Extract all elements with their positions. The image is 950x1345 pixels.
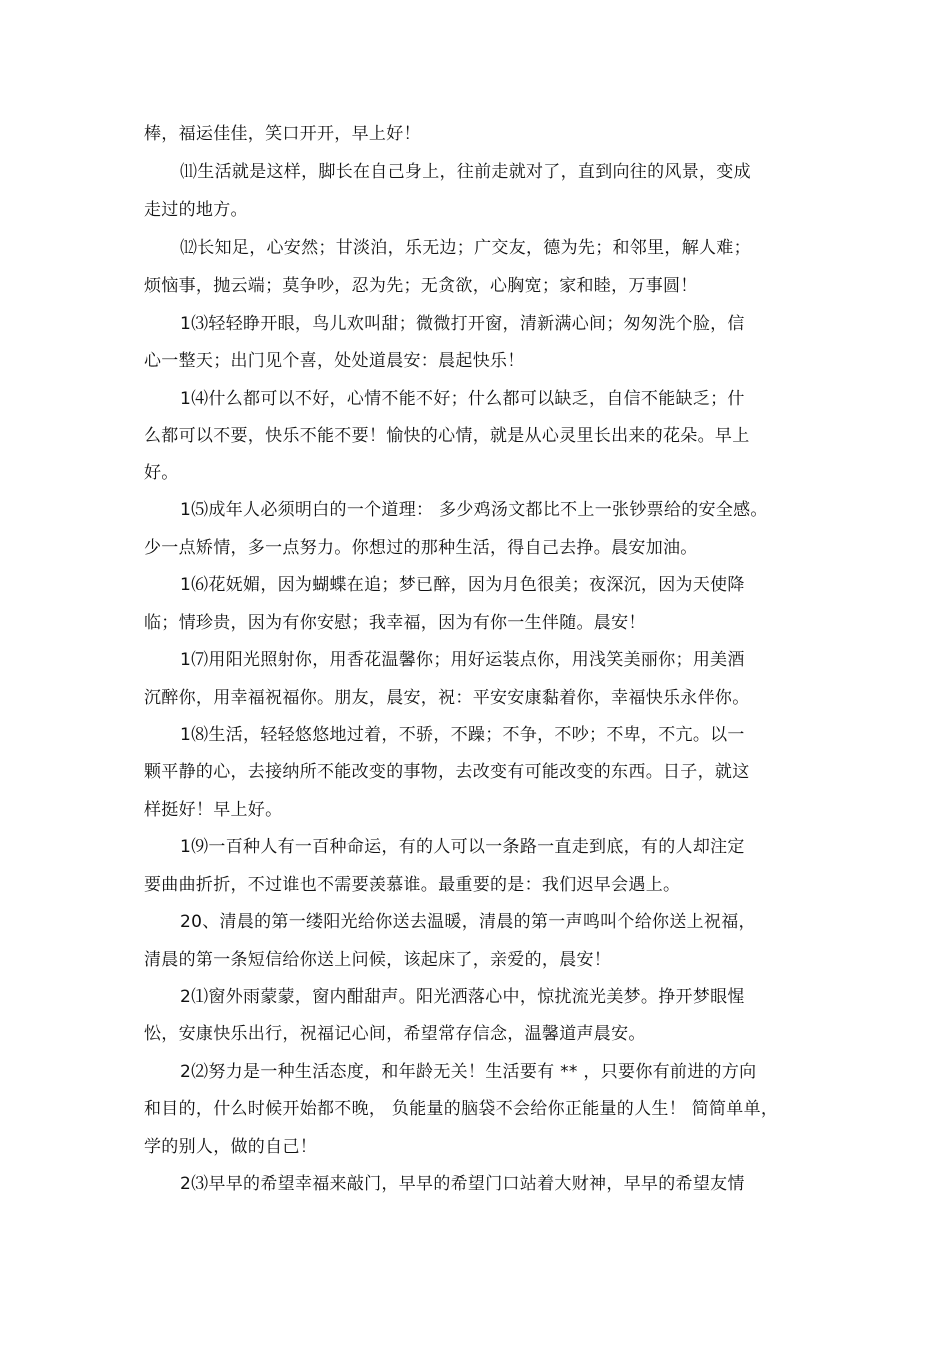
- text-line: 清晨的第一条短信给你送上问候，该起床了，亲爱的，晨安！: [144, 950, 612, 970]
- text-line: 棒，福运佳佳，笑口开开，早上好！: [144, 124, 421, 144]
- text-line: 好。: [144, 463, 179, 483]
- text-line: 1⑺用阳光照射你，用香花温馨你；用好运装点你，用浅笑美丽你；用美酒: [180, 650, 745, 670]
- text-line: 颗平静的心，去接纳所不能改变的事物，去改变有可能改变的东西。日子，就这: [144, 762, 750, 782]
- text-line: 1⑹花妩媚，因为蝴蝶在追；梦已醉，因为月色很美；夜深沉，因为天使降: [180, 575, 745, 595]
- text-line: 学的别人，做的自己！: [144, 1137, 317, 1157]
- text-line: 1⑷什么都可以不好，心情不能不好；什么都可以缺乏，自信不能缺乏；什: [180, 389, 745, 409]
- text-line: ⑿长知足，心安然；甘淡泊，乐无边；广交友，德为先；和邻里，解人难；: [180, 238, 751, 258]
- text-line: 临；情珍贵，因为有你安慰；我幸福，因为有你一生伴随。晨安！: [144, 613, 646, 633]
- text-line: 么都可以不要，快乐不能不要！愉快的心情，就是从心灵里长出来的花朵。早上: [144, 426, 750, 446]
- text-line: 1⑸成年人必须明白的一个道理： 多少鸡汤文都比不上一张钞票给的安全感。: [180, 500, 768, 520]
- text-line: 样挺好！早上好。: [144, 800, 283, 820]
- text-line: 2⑶早早的希望幸福来敲门，早早的希望门口站着大财神，早早的希望友情: [180, 1174, 745, 1194]
- text-line: 1⑶轻轻睁开眼，鸟儿欢叫甜；微微打开窗，清新满心间；匆匆洗个脸，信: [180, 314, 745, 334]
- text-line: 20、清晨的第一缕阳光给你送去温暖，清晨的第一声鸣叫个给你送上祝福，: [180, 912, 756, 932]
- text-line: 心一整天；出门见个喜，处处道晨安：晨起快乐！: [144, 351, 525, 371]
- text-line: 少一点矫情，多一点努力。你想过的那种生活，得自己去挣。晨安加油。: [144, 538, 698, 558]
- text-line: 烦恼事，抛云端；莫争吵，忍为先；无贪欲，心胸宽；家和睦，万事圆！: [144, 276, 698, 296]
- text-line: 1⑼一百种人有一百种命运，有的人可以一条路一直走到底，有的人却注定: [180, 837, 745, 857]
- text-line: 走过的地方。: [144, 200, 248, 220]
- text-line: 2⑵努力是一种生活态度，和年龄无关！生活要有 ** ，只要你有前进的方向: [180, 1062, 757, 1082]
- text-line: 2⑴窗外雨蒙蒙，窗内酣甜声。阳光洒落心中，惊扰流光美梦。挣开梦眼惺: [180, 987, 745, 1007]
- text-line: 忪，安康快乐出行，祝福记心间，希望常存信念，温馨道声晨安。: [144, 1024, 646, 1044]
- text-line: 沉醉你，用幸福祝福你。朋友，晨安，祝：平安安康黏着你，幸福快乐永伴你。: [144, 688, 750, 708]
- text-line: 1⑻生活，轻轻悠悠地过着，不骄，不躁；不争，不吵；不卑，不亢。以一: [180, 725, 745, 745]
- text-line: 要曲曲折折，不过谁也不需要羡慕谁。最重要的是：我们迟早会遇上。: [144, 875, 681, 895]
- text-line: ⑾生活就是这样，脚长在自己身上，往前走就对了，直到向往的风景，变成: [180, 162, 751, 182]
- text-line: 和目的，什么时候开始都不晚， 负能量的脑袋不会给你正能量的人生！ 简简单单，: [144, 1099, 779, 1119]
